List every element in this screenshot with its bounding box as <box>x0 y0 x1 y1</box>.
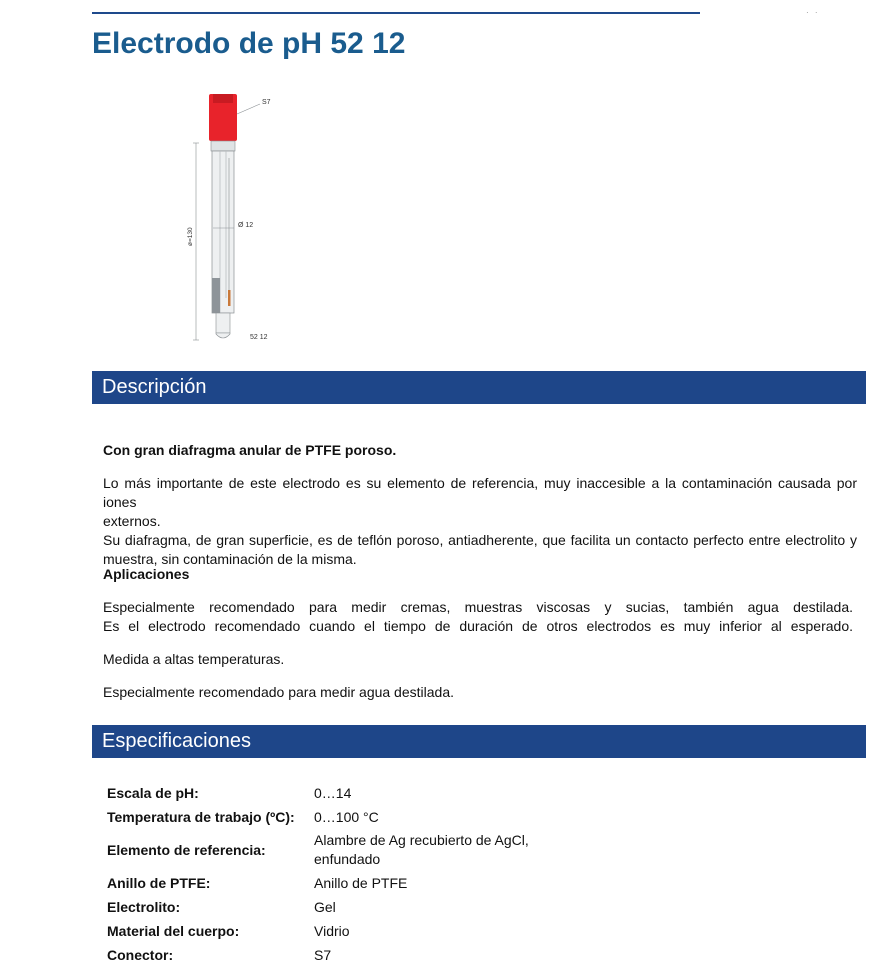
spec-value: 0…14 <box>314 784 352 801</box>
spec-label: Escala de pH: <box>107 784 199 801</box>
aplicaciones-line: Especialmente recomendado para medir cremas, muestras viscosas y sucias, también agua destilada. <box>103 599 853 615</box>
model-label: 52 12 <box>250 334 268 341</box>
spec-row <box>103 871 554 895</box>
aplicaciones-line: Medida a altas temperaturas. <box>103 651 285 667</box>
spec-row <box>103 895 554 919</box>
aplicaciones-line: Es el electrodo recomendado cuando el tiempo de duración de otros electrodos es muy inferior al esperado. <box>103 618 853 634</box>
specifications-table <box>103 781 554 967</box>
aplicaciones-paragraph <box>103 598 853 636</box>
spec-label: Electrolito: <box>107 898 181 915</box>
spec-row <box>103 805 554 829</box>
reference-element <box>228 290 231 306</box>
top-divider <box>92 12 700 14</box>
description-line: Su diafragma, de gran superficie, es de teflón poroso, antiadherente, que facilita un contacto perfecto entre electrolito y <box>103 532 857 548</box>
electrode-diagram <box>180 88 290 348</box>
description-paragraph <box>103 474 857 569</box>
corner-mark: · · <box>806 8 820 17</box>
length-label: ø=130 <box>187 227 194 246</box>
spec-row <box>103 919 554 943</box>
aplicaciones-heading: Aplicaciones <box>103 566 190 582</box>
spec-label: Conector: <box>107 946 174 963</box>
description-line: muestra, sin contaminación de la misma. <box>103 551 357 567</box>
spec-value: 0…100 °C <box>314 808 379 825</box>
spec-row <box>103 943 554 967</box>
spec-label: Material del cuerpo: <box>107 922 240 939</box>
connector-label: S7 <box>262 99 271 106</box>
spec-row <box>103 781 554 805</box>
section-header-especificaciones: Especificaciones <box>92 725 866 758</box>
spec-value-line: enfundado <box>314 851 381 867</box>
spec-label: Anillo de PTFE: <box>107 874 211 891</box>
spec-value <box>310 829 554 871</box>
description-line: Lo más importante de este electrodo es su elemento de referencia, muy inaccesible a la contaminación causada por iones <box>103 475 857 510</box>
spec-label: Temperatura de trabajo (ºC): <box>107 808 295 825</box>
spec-label: Elemento de referencia: <box>107 841 266 858</box>
aplicaciones-line: Especialmente recomendado para medir agua destilada. <box>103 684 454 700</box>
diameter-label: Ø 12 <box>238 222 254 229</box>
page-title: Electrodo de pH 52 12 <box>92 27 406 60</box>
spec-value: Vidrio <box>314 922 350 939</box>
spec-value: S7 <box>314 946 332 963</box>
spec-value: Anillo de PTFE <box>314 874 408 891</box>
section-header-descripcion: Descripción <box>92 371 866 404</box>
spec-value: Gel <box>314 898 336 915</box>
description-subtitle: Con gran diafragma anular de PTFE poroso. <box>103 442 397 458</box>
description-line: externos. <box>103 513 161 529</box>
spec-row <box>103 829 554 871</box>
spec-value-line: Alambre de Ag recubierto de AgCl, <box>314 832 529 848</box>
